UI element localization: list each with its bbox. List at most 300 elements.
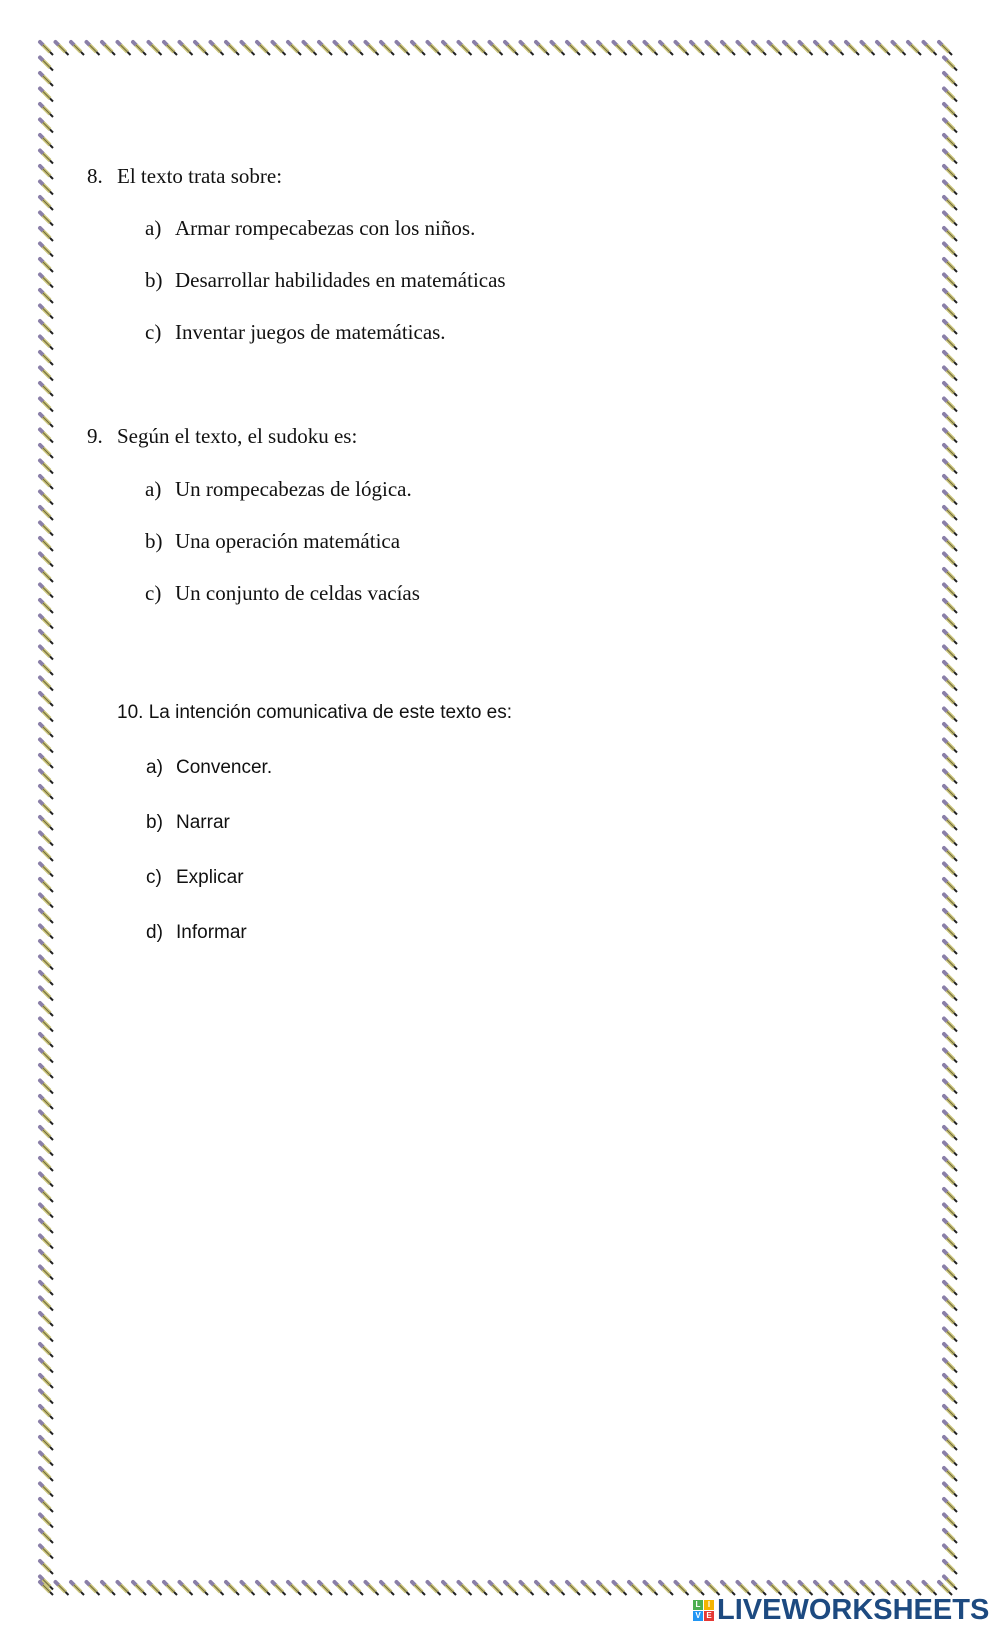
question-prompt: 10. La intención comunicativa de este texto es: (117, 702, 513, 723)
pencil-icon (164, 42, 177, 55)
pencil-icon (939, 42, 952, 55)
pencil-icon (944, 569, 957, 582)
pencil-icon (40, 1406, 53, 1419)
pencil-icon (944, 151, 957, 164)
pencil-icon (40, 585, 53, 598)
pencil-icon (211, 1582, 224, 1595)
pencil-icon (40, 647, 53, 660)
pencil-icon (40, 833, 53, 846)
pencil-icon (397, 42, 410, 55)
pencil-icon (505, 1582, 518, 1595)
pencil-icon (944, 352, 957, 365)
pencil-icon (40, 569, 53, 582)
pencil-icon (944, 430, 957, 443)
pencil-icon (335, 1582, 348, 1595)
pencil-icon (944, 1515, 957, 1528)
pencil-icon (862, 42, 875, 55)
pencil-icon (944, 895, 957, 908)
pencil-icon (944, 73, 957, 86)
pencil-icon (40, 1468, 53, 1481)
pencil-icon (40, 554, 53, 567)
logo-text: LIVEWORKSHEETS (717, 1594, 990, 1626)
pencil-icon (944, 1050, 957, 1063)
pencil-icon (40, 507, 53, 520)
pencil-icon (133, 42, 146, 55)
pencil-icon (459, 42, 472, 55)
pencil-icon (40, 709, 53, 722)
pencil-icon (944, 631, 957, 644)
pencil-icon (944, 182, 957, 195)
pencil-icon (691, 42, 704, 55)
pencil-icon (40, 1251, 53, 1264)
pencil-icon (944, 321, 957, 334)
pencil-icon (944, 879, 957, 892)
pencil-icon (40, 228, 53, 241)
pencil-icon (40, 58, 53, 71)
pencil-icon (40, 1422, 53, 1435)
question-prompt: 8. El texto trata sobre: (87, 164, 283, 188)
pencil-icon (335, 42, 348, 55)
pencil-icon (707, 42, 720, 55)
pencil-icon (40, 941, 53, 954)
pencil-icon (40, 166, 53, 179)
pencil-icon (40, 693, 53, 706)
pencil-icon (944, 166, 957, 179)
pencil-icon (40, 1329, 53, 1342)
pencil-icon (944, 1236, 957, 1249)
pencil-icon (944, 1499, 957, 1512)
pencil-icon (474, 42, 487, 55)
pencil-icon (944, 724, 957, 737)
liveworksheets-logo (693, 1594, 989, 1627)
pencil-icon (583, 42, 596, 55)
pencil-icon (944, 616, 957, 629)
pencil-icon (40, 399, 53, 412)
pencil-icon (40, 244, 53, 257)
pencil-icon (944, 368, 957, 381)
question-prompt: 9. Según el texto, el sudoku es: (87, 424, 358, 448)
pencil-icon (273, 1582, 286, 1595)
pencil-icon (40, 430, 53, 443)
pencil-icon (598, 1582, 611, 1595)
pencil-icon (164, 1582, 177, 1595)
pencil-icon (40, 352, 53, 365)
pencil-icon (40, 1127, 53, 1140)
pencil-icon (944, 647, 957, 660)
pencil-icon (40, 817, 53, 830)
pencil-icon (944, 275, 957, 288)
option-c[interactable]: c) Inventar juegos de matemáticas. (145, 320, 446, 344)
pencil-icon (552, 42, 565, 55)
pencil-icon (944, 662, 957, 675)
pencil-icon (40, 926, 53, 939)
pencil-icon (40, 213, 53, 226)
logo-cubes-icon: L I V E (693, 1600, 714, 1621)
pencil-icon (944, 817, 957, 830)
pencil-icon (944, 740, 957, 753)
pencil-icon (944, 492, 957, 505)
pencil-icon (944, 941, 957, 954)
pencil-icon (40, 1515, 53, 1528)
pencil-icon (40, 1143, 53, 1156)
pencil-icon (273, 42, 286, 55)
pencil-icon (567, 42, 580, 55)
pencil-icon (40, 631, 53, 644)
pencil-icon (40, 1561, 53, 1574)
pencil-icon (924, 42, 937, 55)
pencil-icon (40, 89, 53, 102)
pencil-icon (944, 1267, 957, 1280)
pencil-icon (944, 399, 957, 412)
pencil-icon (40, 275, 53, 288)
pencil-icon (40, 600, 53, 613)
pencil-icon (40, 724, 53, 737)
pencil-icon (944, 786, 957, 799)
pencil-icon (877, 42, 890, 55)
pencil-icon (149, 1582, 162, 1595)
pencil-icon (288, 42, 301, 55)
pencil-icon (56, 42, 69, 55)
pencil-icon (490, 1582, 503, 1595)
pencil-icon (944, 1391, 957, 1404)
pencil-icon (614, 1582, 627, 1595)
pencil-icon (56, 1582, 69, 1595)
pencil-icon (40, 290, 53, 303)
pencil-icon (944, 228, 957, 241)
pencil-icon (40, 1236, 53, 1249)
pencil-icon (40, 662, 53, 675)
pencil-icon (944, 1298, 957, 1311)
pencil-icon (944, 1189, 957, 1202)
pencil-icon (40, 476, 53, 489)
pencil-icon (211, 42, 224, 55)
pencil-icon (40, 864, 53, 877)
pencil-icon (257, 42, 270, 55)
pencil-icon (40, 259, 53, 272)
pencil-icon (944, 600, 957, 613)
pencil-icon (319, 42, 332, 55)
pencil-icon (350, 42, 363, 55)
pencil-icon (40, 1096, 53, 1109)
pencil-icon (944, 709, 957, 722)
pencil-icon (536, 1582, 549, 1595)
pencil-icon (459, 1582, 472, 1595)
pencil-icon (366, 42, 379, 55)
pencil-icon (831, 42, 844, 55)
pencil-icon (87, 1582, 100, 1595)
pencil-icon (944, 213, 957, 226)
pencil-icon (40, 1267, 53, 1280)
pencil-icon (195, 42, 208, 55)
pencil-icon (40, 1189, 53, 1202)
pencil-icon (40, 1174, 53, 1187)
pencil-icon (40, 1034, 53, 1047)
pencil-icon (350, 1582, 363, 1595)
option-c[interactable]: c) Explicar (146, 867, 244, 888)
pencil-icon (676, 1582, 689, 1595)
pencil-icon (40, 972, 53, 985)
pencil-icon (40, 42, 53, 55)
pencil-icon (769, 42, 782, 55)
pencil-icon (944, 926, 957, 939)
pencil-icon (944, 1112, 957, 1125)
pencil-icon (944, 1375, 957, 1388)
pencil-icon (944, 414, 957, 427)
pencil-icon (800, 42, 813, 55)
pencil-icon (40, 151, 53, 164)
pencil-icon (521, 1582, 534, 1595)
pencil-icon (40, 538, 53, 551)
pencil-icon (40, 1065, 53, 1078)
pencil-icon (944, 693, 957, 706)
pencil-icon (567, 1582, 580, 1595)
pencil-icon (40, 1360, 53, 1373)
pencil-icon (944, 848, 957, 861)
pencil-icon (40, 1298, 53, 1311)
pencil-icon (944, 1344, 957, 1357)
option-b[interactable]: b) Desarrollar habilidades en matemáticas (145, 268, 506, 292)
pencil-icon (242, 42, 255, 55)
pencil-icon (944, 1313, 957, 1326)
pencil-icon (381, 42, 394, 55)
pencil-icon (40, 414, 53, 427)
pencil-icon (521, 42, 534, 55)
pencil-icon (944, 1158, 957, 1171)
pencil-icon (944, 1019, 957, 1032)
pencil-icon (944, 1143, 957, 1156)
pencil-icon (40, 1499, 53, 1512)
pencil-icon (944, 1406, 957, 1419)
pencil-icon (304, 1582, 317, 1595)
pencil-icon (118, 42, 131, 55)
pencil-icon (443, 1582, 456, 1595)
pencil-icon (288, 1582, 301, 1595)
pencil-icon (944, 771, 957, 784)
pencil-icon (242, 1582, 255, 1595)
pencil-icon (944, 988, 957, 1001)
pencil-icon (944, 755, 957, 768)
pencil-icon (944, 461, 957, 474)
pencil-icon (133, 1582, 146, 1595)
pencil-icon (226, 42, 239, 55)
pencil-icon (40, 1391, 53, 1404)
pencil-icon (366, 1582, 379, 1595)
pencil-icon (944, 104, 957, 117)
pencil-icon (87, 42, 100, 55)
pencil-icon (40, 306, 53, 319)
pencil-icon (944, 290, 957, 303)
pencil-icon (944, 197, 957, 210)
pencil-icon (226, 1582, 239, 1595)
pencil-icon (908, 42, 921, 55)
pencil-icon (660, 1582, 673, 1595)
pencil-icon (40, 445, 53, 458)
pencil-icon (40, 120, 53, 133)
pencil-icon (944, 476, 957, 489)
pencil-icon (40, 383, 53, 396)
pencil-icon (944, 802, 957, 815)
pencil-icon (40, 337, 53, 350)
pencil-icon (944, 383, 957, 396)
pencil-icon (195, 1582, 208, 1595)
pencil-icon (304, 42, 317, 55)
pencil-icon (944, 972, 957, 985)
pencil-icon (40, 182, 53, 195)
pencil-icon (660, 42, 673, 55)
pencil-icon (645, 1582, 658, 1595)
pencil-icon (40, 1453, 53, 1466)
pencil-icon (102, 1582, 115, 1595)
pencil-icon (40, 1375, 53, 1388)
pencil-icon (40, 1546, 53, 1559)
pencil-icon (944, 1003, 957, 1016)
pencil-icon (428, 42, 441, 55)
pencil-icon (944, 523, 957, 536)
pencil-icon (412, 1582, 425, 1595)
pencil-icon (180, 1582, 193, 1595)
pencil-icon (944, 1220, 957, 1233)
pencil-icon (443, 42, 456, 55)
pencil-icon (944, 1530, 957, 1543)
pencil-icon (180, 42, 193, 55)
pencil-icon (40, 73, 53, 86)
pencil-icon (629, 1582, 642, 1595)
pencil-icon (40, 523, 53, 536)
pencil-icon (505, 42, 518, 55)
pencil-icon (40, 1003, 53, 1016)
pencil-icon (944, 538, 957, 551)
pencil-icon (397, 1582, 410, 1595)
pencil-icon (412, 42, 425, 55)
pencil-icon (944, 1546, 957, 1559)
pencil-icon (40, 988, 53, 1001)
pencil-icon (944, 1360, 957, 1373)
pencil-icon (893, 42, 906, 55)
pencil-icon (944, 678, 957, 691)
pencil-icon (40, 957, 53, 970)
pencil-icon (40, 616, 53, 629)
option-d[interactable]: d) Informar (146, 922, 247, 943)
pencil-icon (40, 1081, 53, 1094)
pencil-icon (40, 1282, 53, 1295)
pencil-icon (944, 259, 957, 272)
pencil-icon (944, 337, 957, 350)
pencil-icon (381, 1582, 394, 1595)
pencil-icon (149, 42, 162, 55)
pencil-icon (738, 42, 751, 55)
pencil-icon (40, 740, 53, 753)
pencil-icon (552, 1582, 565, 1595)
pencil-icon (944, 89, 957, 102)
pencil-icon (490, 42, 503, 55)
pencil-icon (944, 585, 957, 598)
pencil-icon (944, 1329, 957, 1342)
pencil-icon (944, 135, 957, 148)
pencil-icon (753, 42, 766, 55)
pencil-icon (40, 786, 53, 799)
pencil-icon (583, 1582, 596, 1595)
pencil-icon (944, 120, 957, 133)
pencil-icon (536, 42, 549, 55)
pencil-icon (614, 42, 627, 55)
pencil-icon (944, 1251, 957, 1264)
pencil-icon (40, 848, 53, 861)
pencil-icon (40, 1050, 53, 1063)
pencil-icon (944, 244, 957, 257)
pencil-icon (40, 1344, 53, 1357)
pencil-icon (944, 1468, 957, 1481)
pencil-icon (676, 42, 689, 55)
pencil-icon (944, 1282, 957, 1295)
pencil-icon (257, 1582, 270, 1595)
pencil-icon (944, 306, 957, 319)
option-b[interactable]: b) Narrar (146, 812, 230, 833)
pencil-icon (40, 1437, 53, 1450)
pencil-icon (944, 1453, 957, 1466)
pencil-icon (944, 957, 957, 970)
pencil-icon (645, 42, 658, 55)
pencil-icon (40, 368, 53, 381)
pencil-icon (102, 42, 115, 55)
pencil-icon (944, 1422, 957, 1435)
option-c[interactable]: c) Un conjunto de celdas vacías (145, 581, 420, 605)
pencil-icon (40, 461, 53, 474)
pencil-icon (598, 42, 611, 55)
pencil-icon (784, 42, 797, 55)
pencil-icon (944, 1081, 957, 1094)
pencil-icon (118, 1582, 131, 1595)
pencil-icon (944, 1437, 957, 1450)
pencil-icon (40, 910, 53, 923)
pencil-icon (846, 42, 859, 55)
pencil-icon (944, 1034, 957, 1047)
pencil-icon (944, 1205, 957, 1218)
pencil-icon (474, 1582, 487, 1595)
pencil-icon (944, 910, 957, 923)
option-a[interactable]: a) Armar rompecabezas con los niños. (145, 216, 476, 240)
pencil-icon (71, 1582, 84, 1595)
pencil-icon (944, 1484, 957, 1497)
pencil-icon (40, 1019, 53, 1032)
pencil-icon (40, 1484, 53, 1497)
pencil-icon (944, 1561, 957, 1574)
pencil-icon (944, 445, 957, 458)
pencil-icon (40, 1220, 53, 1233)
pencil-icon (722, 42, 735, 55)
pencil-icon (319, 1582, 332, 1595)
pencil-icon (40, 135, 53, 148)
pencil-icon (40, 197, 53, 210)
pencil-icon (40, 492, 53, 505)
pencil-icon (944, 1174, 957, 1187)
pencil-icon (629, 42, 642, 55)
pencil-icon (944, 1096, 957, 1109)
pencil-icon (40, 1313, 53, 1326)
pencil-icon (40, 104, 53, 117)
option-b[interactable]: b) Una operación matemática (145, 529, 401, 553)
pencil-icon (40, 755, 53, 768)
pencil-icon (944, 58, 957, 71)
pencil-icon (40, 1112, 53, 1125)
pencil-icon (944, 554, 957, 567)
pencil-icon (71, 42, 84, 55)
pencil-icon (40, 678, 53, 691)
pencil-icon (40, 321, 53, 334)
option-a[interactable]: a) Convencer. (146, 757, 273, 778)
pencil-icon (40, 879, 53, 892)
pencil-icon (944, 1065, 957, 1078)
option-a[interactable]: a) Un rompecabezas de lógica. (145, 477, 412, 501)
